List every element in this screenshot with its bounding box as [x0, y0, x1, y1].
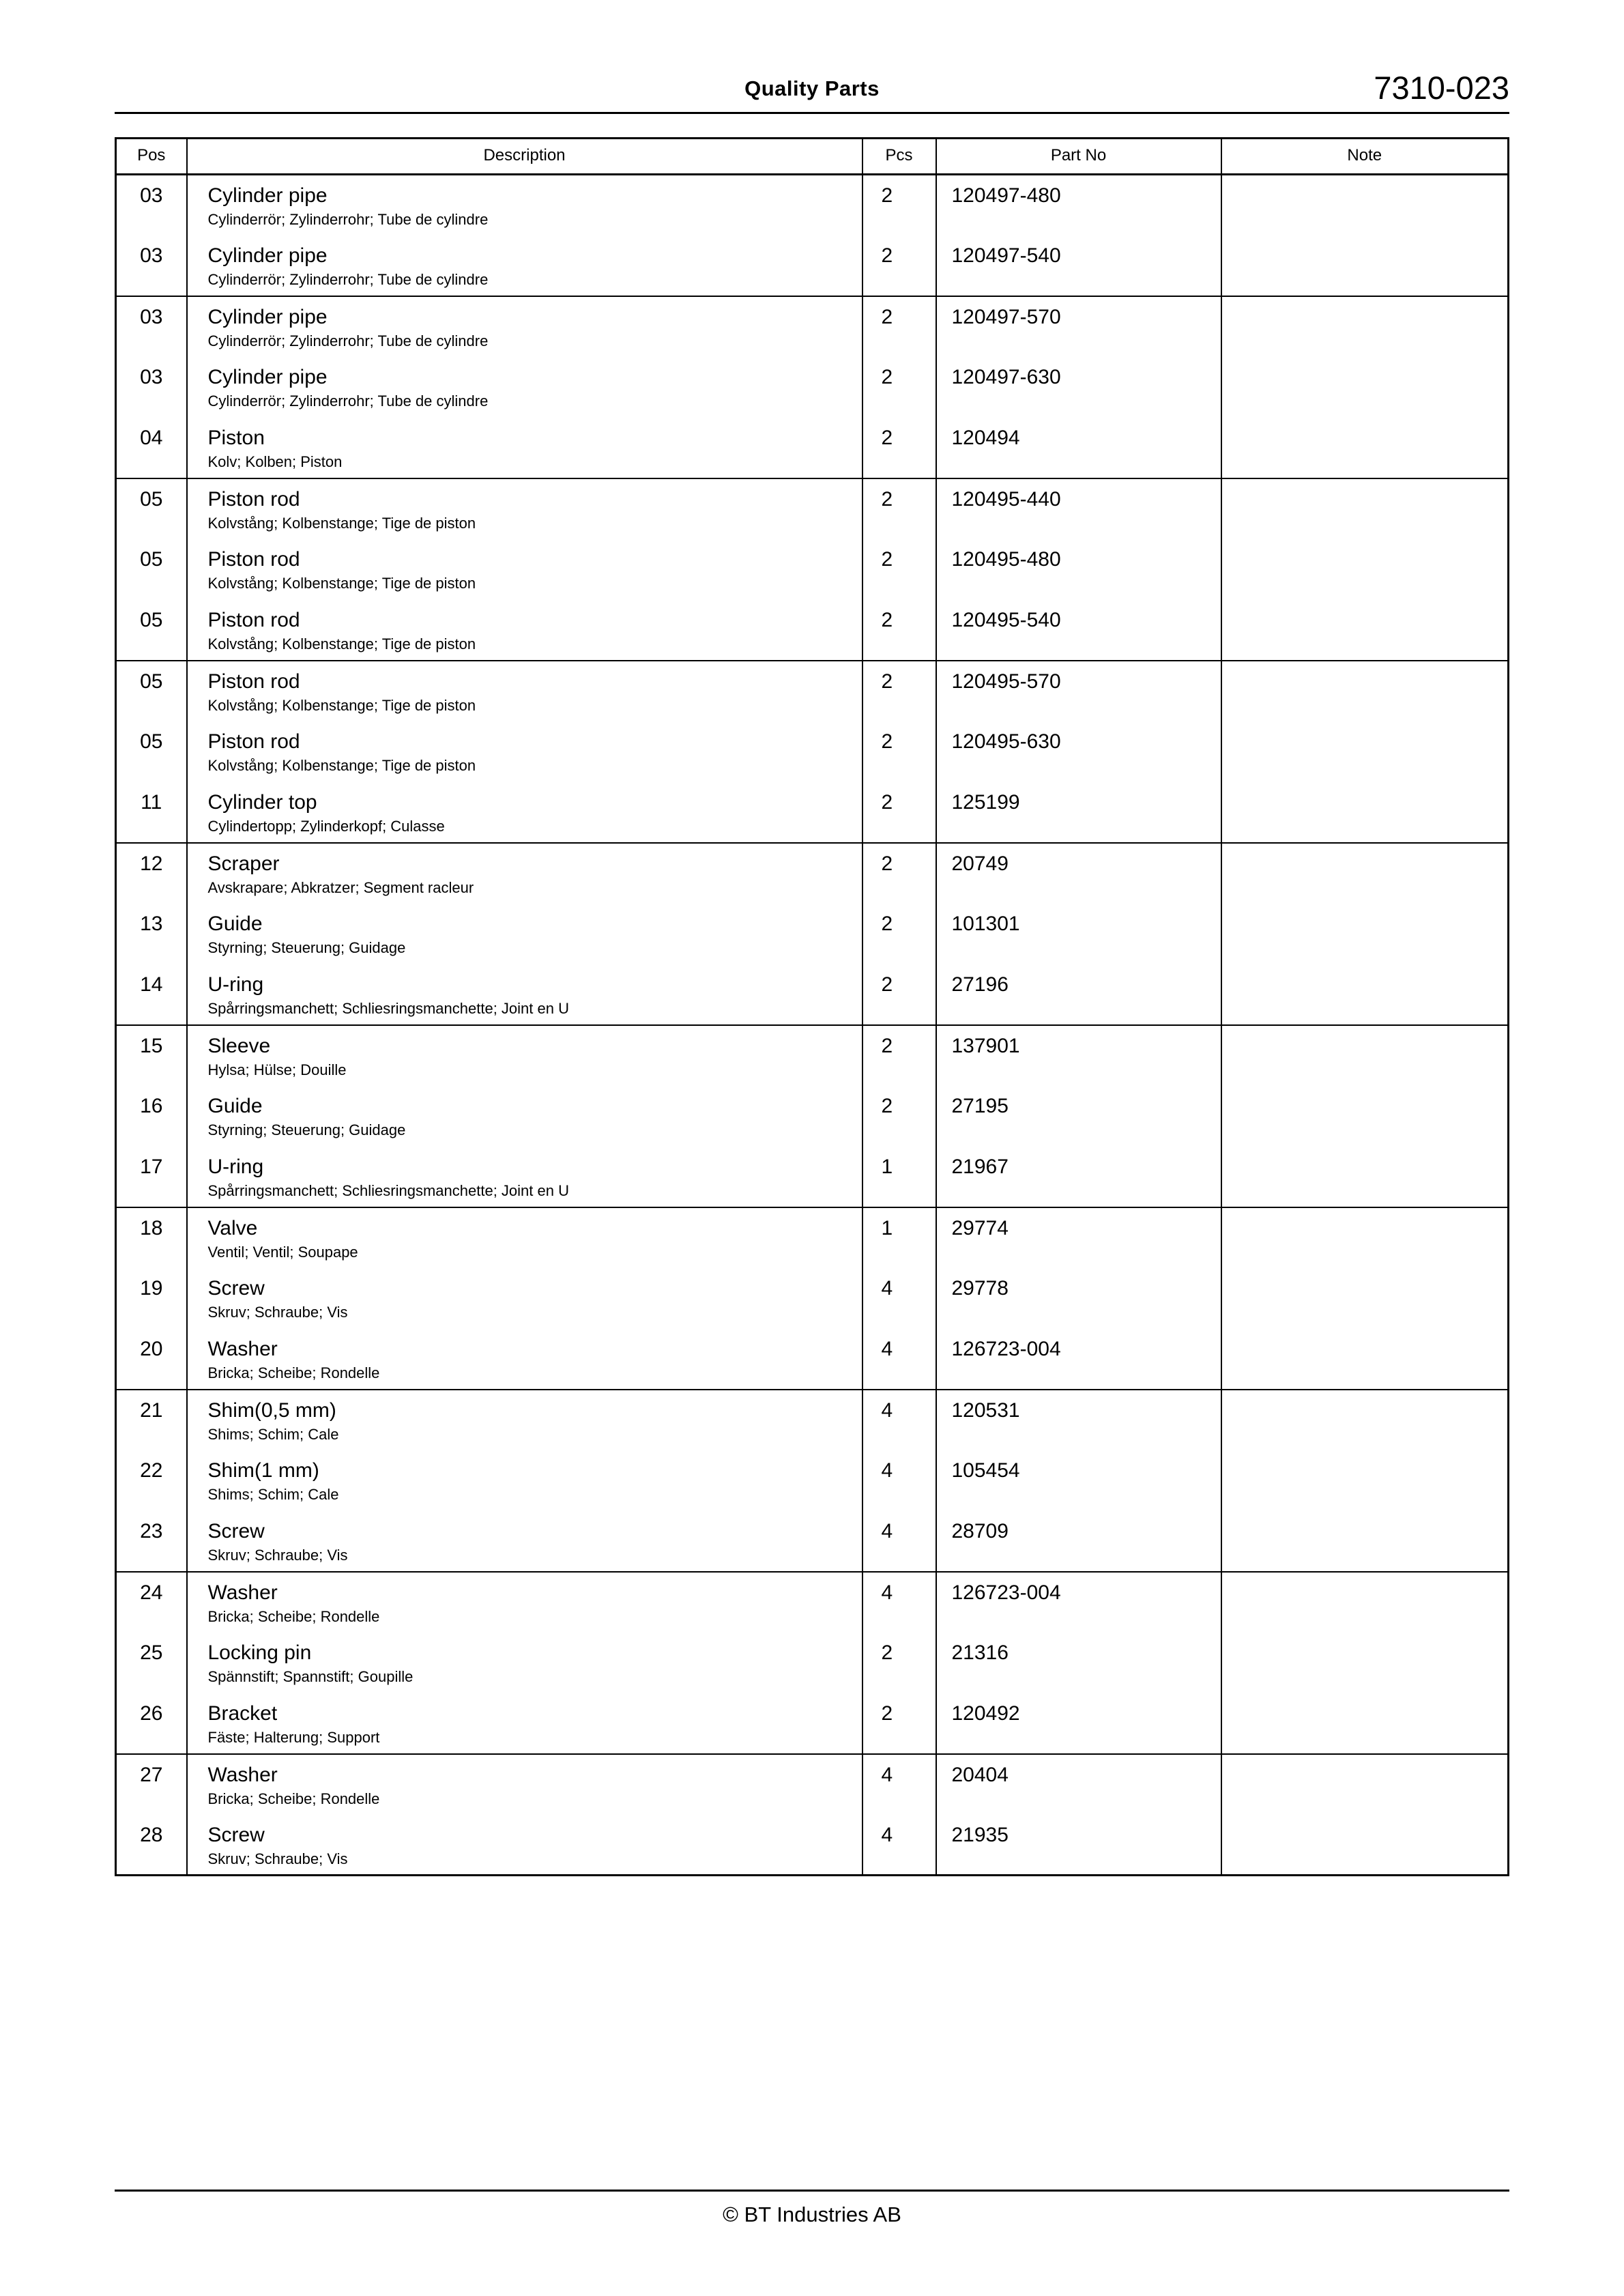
description-sub: Cylinderrör; Zylinderrohr; Tube de cylindre — [207, 332, 489, 349]
description-main: Cylinder pipe — [207, 244, 328, 267]
note-cell — [1221, 600, 1509, 661]
description-sub: Styrning; Steuerung; Guidage — [207, 938, 406, 956]
column-header-part-no: Part No — [936, 139, 1221, 175]
description-main: Washer — [207, 1763, 278, 1786]
pos-cell: 04 — [116, 418, 187, 478]
pcs-cell: 2 — [862, 721, 936, 782]
description-cell — [187, 721, 862, 782]
page-title: Quality Parts — [744, 76, 880, 100]
pcs-cell: 2 — [862, 235, 936, 296]
description-main: Cylinder pipe — [207, 305, 328, 328]
part-no-cell: 29774 — [936, 1207, 1221, 1268]
document-header — [115, 70, 1509, 114]
description-cell — [187, 661, 862, 721]
pos-cell: 18 — [116, 1207, 187, 1268]
note-cell — [1221, 661, 1509, 721]
table-row — [116, 1086, 1509, 1147]
pos-cell: 05 — [116, 539, 187, 600]
description-sub: Ventil; Ventil; Soupape — [207, 1243, 358, 1261]
pos-cell: 03 — [116, 175, 187, 235]
description-sub: Bricka; Scheibe; Rondelle — [207, 1364, 380, 1381]
description-main: Piston rod — [207, 608, 300, 631]
description-cell — [187, 782, 862, 843]
part-no-cell: 120495-480 — [936, 539, 1221, 600]
table-row — [116, 1450, 1509, 1511]
description-main: Cylinder pipe — [207, 184, 328, 207]
part-no-cell: 120495-440 — [936, 478, 1221, 539]
part-no-cell: 120497-480 — [936, 175, 1221, 235]
part-no-cell: 21316 — [936, 1633, 1221, 1693]
description-sub: Cylinderrör; Zylinderrohr; Tube de cylindre — [207, 270, 489, 288]
table-row — [116, 1207, 1509, 1268]
pcs-cell: 2 — [862, 843, 936, 904]
parts-table-wrap — [115, 137, 1509, 1876]
pcs-cell: 2 — [862, 296, 936, 357]
note-cell — [1221, 1754, 1509, 1815]
note-cell — [1221, 904, 1509, 964]
description-main: Cylinder top — [207, 790, 317, 814]
document-number: 7310-023 — [1374, 70, 1509, 106]
description-cell — [187, 418, 862, 478]
pcs-cell: 4 — [862, 1572, 936, 1633]
description-cell — [187, 235, 862, 296]
part-no-cell: 101301 — [936, 904, 1221, 964]
part-no-cell: 120495-540 — [936, 600, 1221, 661]
pcs-cell: 2 — [862, 661, 936, 721]
description-cell — [187, 1693, 862, 1754]
note-cell — [1221, 1572, 1509, 1633]
description-main: Shim(0,5 mm) — [207, 1398, 336, 1422]
table-row — [116, 478, 1509, 539]
description-cell — [187, 1633, 862, 1693]
pcs-cell: 2 — [862, 904, 936, 964]
description-sub: Bricka; Scheibe; Rondelle — [207, 1607, 380, 1625]
description-sub: Kolvstång; Kolbenstange; Tige de piston — [207, 635, 476, 652]
description-sub: Cylinderrör; Zylinderrohr; Tube de cylindre — [207, 392, 489, 410]
description-main: Scraper — [207, 852, 280, 875]
table-row — [116, 782, 1509, 843]
pos-cell: 05 — [116, 661, 187, 721]
table-row — [116, 1754, 1509, 1815]
pcs-cell: 4 — [862, 1329, 936, 1390]
table-row — [116, 721, 1509, 782]
table-row — [116, 904, 1509, 964]
pos-cell: 28 — [116, 1815, 187, 1876]
description-sub: Cylinderrör; Zylinderrohr; Tube de cylindre — [207, 211, 489, 228]
part-no-cell: 120497-540 — [936, 235, 1221, 296]
note-cell — [1221, 1207, 1509, 1268]
pcs-cell: 2 — [862, 539, 936, 600]
column-header-pcs: Pcs — [862, 139, 936, 175]
pcs-cell: 4 — [862, 1268, 936, 1329]
description-sub: Skruv; Schraube; Vis — [207, 1303, 348, 1321]
pcs-cell: 2 — [862, 1086, 936, 1147]
description-cell — [187, 1147, 862, 1207]
table-row — [116, 296, 1509, 357]
parts-group — [116, 1572, 1509, 1754]
pos-cell: 27 — [116, 1754, 187, 1815]
description-cell — [187, 600, 862, 661]
description-main: Guide — [207, 912, 263, 935]
pos-cell: 26 — [116, 1693, 187, 1754]
note-cell — [1221, 1633, 1509, 1693]
table-row — [116, 843, 1509, 904]
description-sub: Kolv; Kolben; Piston — [207, 453, 343, 470]
pcs-cell: 2 — [862, 357, 936, 418]
description-sub: Skruv; Schraube; Vis — [207, 1850, 348, 1867]
part-no-cell: 20404 — [936, 1754, 1221, 1815]
table-row — [116, 661, 1509, 721]
table-row — [116, 1329, 1509, 1390]
part-no-cell: 120492 — [936, 1693, 1221, 1754]
note-cell — [1221, 418, 1509, 478]
description-cell — [187, 964, 862, 1025]
description-main: Locking pin — [207, 1641, 312, 1664]
description-cell — [187, 1329, 862, 1390]
description-main: Guide — [207, 1094, 263, 1117]
description-main: U-ring — [207, 973, 264, 996]
part-no-cell: 28709 — [936, 1511, 1221, 1572]
note-cell — [1221, 1025, 1509, 1086]
description-sub: Kolvstång; Kolbenstange; Tige de piston — [207, 514, 476, 532]
parts-group — [116, 843, 1509, 1025]
note-cell — [1221, 721, 1509, 782]
description-main: Screw — [207, 1823, 265, 1846]
part-no-cell: 120531 — [936, 1390, 1221, 1450]
parts-table-header — [116, 139, 1509, 175]
description-main: Piston rod — [207, 730, 300, 753]
description-cell — [187, 1754, 862, 1815]
description-main: Sleeve — [207, 1034, 271, 1057]
description-cell — [187, 843, 862, 904]
pos-cell: 05 — [116, 721, 187, 782]
description-main: Bracket — [207, 1702, 278, 1725]
description-main: Cylinder pipe — [207, 365, 328, 388]
parts-group — [116, 296, 1509, 478]
note-cell — [1221, 539, 1509, 600]
table-row — [116, 175, 1509, 235]
pcs-cell: 4 — [862, 1390, 936, 1450]
note-cell — [1221, 1450, 1509, 1511]
table-row — [116, 600, 1509, 661]
description-main: Shim(1 mm) — [207, 1459, 319, 1482]
pos-cell: 22 — [116, 1450, 187, 1511]
description-sub: Bricka; Scheibe; Rondelle — [207, 1790, 380, 1807]
note-cell — [1221, 1511, 1509, 1572]
note-cell — [1221, 964, 1509, 1025]
column-header-pos: Pos — [116, 139, 187, 175]
description-main: U-ring — [207, 1155, 264, 1178]
table-row — [116, 1025, 1509, 1086]
part-no-cell: 27195 — [936, 1086, 1221, 1147]
pcs-cell: 2 — [862, 964, 936, 1025]
description-cell — [187, 1207, 862, 1268]
pcs-cell: 2 — [862, 175, 936, 235]
description-main: Screw — [207, 1276, 265, 1300]
note-cell — [1221, 478, 1509, 539]
description-cell — [187, 904, 862, 964]
part-no-cell: 105454 — [936, 1450, 1221, 1511]
parts-group — [116, 175, 1509, 296]
pos-cell: 19 — [116, 1268, 187, 1329]
table-row — [116, 1633, 1509, 1693]
part-no-cell: 29778 — [936, 1268, 1221, 1329]
part-no-cell: 20749 — [936, 843, 1221, 904]
pos-cell: 16 — [116, 1086, 187, 1147]
pcs-cell: 2 — [862, 478, 936, 539]
description-main: Screw — [207, 1519, 265, 1542]
note-cell — [1221, 357, 1509, 418]
description-sub: Fäste; Halterung; Support — [207, 1728, 380, 1746]
description-main: Washer — [207, 1581, 278, 1604]
description-sub: Avskrapare; Abkratzer; Segment racleur — [207, 878, 474, 896]
pcs-cell: 2 — [862, 782, 936, 843]
note-cell — [1221, 1693, 1509, 1754]
pos-cell: 25 — [116, 1633, 187, 1693]
description-sub: Kolvstång; Kolbenstange; Tige de piston — [207, 696, 476, 714]
description-sub: Styrning; Steuerung; Guidage — [207, 1121, 406, 1138]
pcs-cell: 2 — [862, 1025, 936, 1086]
pos-cell: 13 — [116, 904, 187, 964]
pcs-cell: 4 — [862, 1754, 936, 1815]
description-cell — [187, 1572, 862, 1633]
part-no-cell: 120495-570 — [936, 661, 1221, 721]
note-cell — [1221, 175, 1509, 235]
description-sub: Kolvstång; Kolbenstange; Tige de piston — [207, 574, 476, 592]
pcs-cell: 2 — [862, 418, 936, 478]
table-row — [116, 1268, 1509, 1329]
pos-cell: 03 — [116, 296, 187, 357]
description-cell — [187, 478, 862, 539]
description-sub: Skruv; Schraube; Vis — [207, 1546, 348, 1564]
pos-cell: 03 — [116, 235, 187, 296]
document-footer — [115, 2190, 1509, 2227]
description-cell — [187, 1390, 862, 1450]
description-sub: Spännstift; Spannstift; Goupille — [207, 1667, 414, 1685]
table-row — [116, 418, 1509, 478]
parts-table — [115, 137, 1509, 1876]
description-main: Piston — [207, 426, 265, 449]
description-cell — [187, 1086, 862, 1147]
table-row — [116, 539, 1509, 600]
note-cell — [1221, 235, 1509, 296]
pcs-cell: 4 — [862, 1815, 936, 1876]
part-no-cell: 120497-630 — [936, 357, 1221, 418]
parts-group — [116, 478, 1509, 661]
parts-group — [116, 1025, 1509, 1207]
parts-group — [116, 661, 1509, 843]
note-cell — [1221, 1815, 1509, 1876]
description-cell — [187, 1815, 862, 1876]
description-main: Piston rod — [207, 487, 300, 511]
table-row — [116, 964, 1509, 1025]
part-no-cell: 21967 — [936, 1147, 1221, 1207]
table-row — [116, 1693, 1509, 1754]
description-sub: Cylindertopp; Zylinderkopf; Culasse — [207, 817, 445, 835]
note-cell — [1221, 1329, 1509, 1390]
note-cell — [1221, 1086, 1509, 1147]
description-sub: Spårringsmanchett; Schliesringsmanchette; Joint en U — [207, 999, 569, 1017]
part-no-cell: 137901 — [936, 1025, 1221, 1086]
description-sub: Shims; Schim; Cale — [207, 1485, 339, 1503]
table-row — [116, 357, 1509, 418]
pos-cell: 05 — [116, 478, 187, 539]
table-row — [116, 1390, 1509, 1450]
note-cell — [1221, 843, 1509, 904]
description-cell — [187, 1025, 862, 1086]
description-sub: Hylsa; Hülse; Douille — [207, 1061, 347, 1078]
part-no-cell: 120497-570 — [936, 296, 1221, 357]
column-header-description: Description — [187, 139, 862, 175]
pos-cell: 21 — [116, 1390, 187, 1450]
header-row — [116, 139, 1509, 175]
pcs-cell: 2 — [862, 1633, 936, 1693]
parts-group — [116, 1207, 1509, 1390]
table-row — [116, 235, 1509, 296]
copyright-text: © BT Industries AB — [723, 2202, 901, 2226]
description-cell — [187, 539, 862, 600]
part-no-cell: 125199 — [936, 782, 1221, 843]
column-header-note: Note — [1221, 139, 1509, 175]
description-main: Valve — [207, 1216, 258, 1239]
description-cell — [187, 357, 862, 418]
part-no-cell: 27196 — [936, 964, 1221, 1025]
pcs-cell: 2 — [862, 600, 936, 661]
part-no-cell: 21935 — [936, 1815, 1221, 1876]
pcs-cell: 2 — [862, 1693, 936, 1754]
part-no-cell: 126723-004 — [936, 1572, 1221, 1633]
description-sub: Shims; Schim; Cale — [207, 1425, 339, 1443]
note-cell — [1221, 1390, 1509, 1450]
pos-cell: 12 — [116, 843, 187, 904]
table-row — [116, 1572, 1509, 1633]
pcs-cell: 4 — [862, 1450, 936, 1511]
description-cell — [187, 1268, 862, 1329]
description-cell — [187, 175, 862, 235]
table-row — [116, 1511, 1509, 1572]
description-sub: Spårringsmanchett; Schliesringsmanchette; Joint en U — [207, 1181, 569, 1199]
part-no-cell: 120494 — [936, 418, 1221, 478]
pos-cell: 14 — [116, 964, 187, 1025]
description-sub: Kolvstång; Kolbenstange; Tige de piston — [207, 756, 476, 774]
note-cell — [1221, 1147, 1509, 1207]
pos-cell: 11 — [116, 782, 187, 843]
part-no-cell: 120495-630 — [936, 721, 1221, 782]
pos-cell: 17 — [116, 1147, 187, 1207]
pos-cell: 20 — [116, 1329, 187, 1390]
pos-cell: 05 — [116, 600, 187, 661]
note-cell — [1221, 1268, 1509, 1329]
description-cell — [187, 296, 862, 357]
parts-group — [116, 1754, 1509, 1876]
description-main: Piston rod — [207, 547, 300, 571]
note-cell — [1221, 782, 1509, 843]
part-no-cell: 126723-004 — [936, 1329, 1221, 1390]
pcs-cell: 4 — [862, 1511, 936, 1572]
pos-cell: 24 — [116, 1572, 187, 1633]
note-cell — [1221, 296, 1509, 357]
pos-cell: 15 — [116, 1025, 187, 1086]
table-row — [116, 1815, 1509, 1876]
pos-cell: 03 — [116, 357, 187, 418]
description-cell — [187, 1511, 862, 1572]
table-row — [116, 1147, 1509, 1207]
description-main: Piston rod — [207, 670, 300, 693]
description-main: Washer — [207, 1337, 278, 1360]
pos-cell: 23 — [116, 1511, 187, 1572]
pcs-cell: 1 — [862, 1207, 936, 1268]
pcs-cell: 1 — [862, 1147, 936, 1207]
parts-group — [116, 1390, 1509, 1572]
description-cell — [187, 1450, 862, 1511]
